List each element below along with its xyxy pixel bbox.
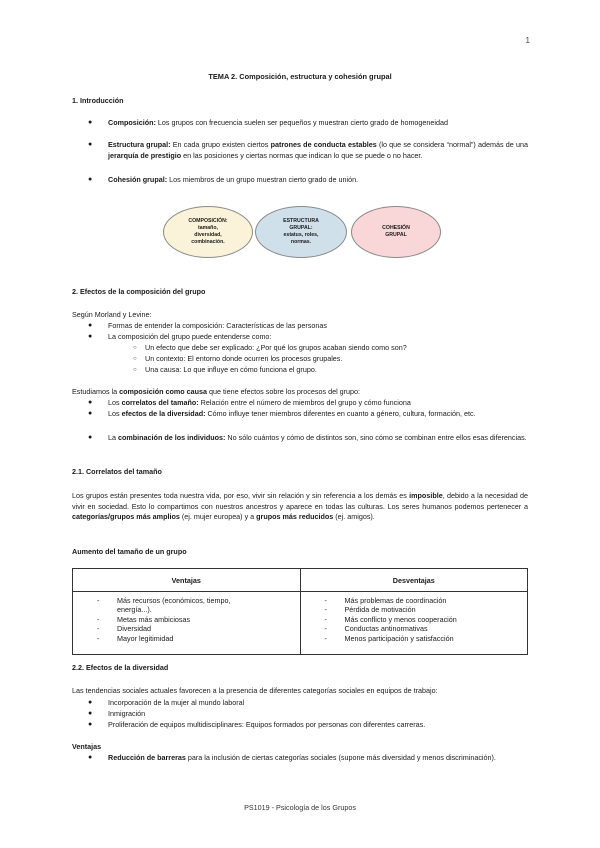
ventajas-cell [73, 592, 301, 655]
paragraph [72, 387, 528, 398]
text: No sólo cuántos y cómo de distintos son, sino cómo se combinan entre ellos esas diferencias. [225, 433, 527, 442]
section-2-1-heading: 2.1. Correlatos del tamaño [72, 467, 162, 476]
list-item [301, 596, 528, 605]
dash-icon: - [97, 614, 100, 624]
list-item [301, 634, 528, 643]
list-text: Conductas antinormativas [344, 624, 428, 634]
text: que tiene efectos sobre los procesos del grupo: [207, 387, 361, 396]
list-text: Pérdida de motivación [344, 605, 416, 615]
term: Cohesión grupal: [108, 175, 168, 184]
circle-bullet-icon: ○ [133, 356, 137, 362]
emphasis: combinación de los individuos: [118, 433, 226, 442]
diagram-label: GRUPAL [385, 232, 407, 238]
dash-icon: - [324, 605, 327, 615]
list-item [88, 753, 528, 764]
diagram-label: estatus, roles, [283, 232, 319, 238]
dash-icon: - [97, 624, 100, 634]
list-text: Más problemas de coordinación [344, 596, 447, 605]
text: Relación entre el número de miembros del grupo y cómo funciona [198, 398, 411, 407]
text: para la inclusión de ciertas categorías sociales (supone más diversidad y menos discriminación). [185, 753, 496, 762]
emphasis: efectos de la diversidad: [121, 409, 206, 418]
list-text: Más recursos (económicos, tiempo, energía...). [117, 596, 231, 615]
section-2-heading: 2. Efectos de la composición del grupo [72, 287, 206, 296]
definition: En cada grupo existen ciertos [170, 140, 271, 149]
bullet-icon: ● [88, 434, 93, 441]
column-header: Ventajas [73, 569, 301, 592]
list-item [88, 698, 528, 709]
list-item [88, 409, 528, 420]
estructura-ellipse [255, 206, 347, 258]
ventajas-heading: Ventajas [72, 742, 102, 751]
list-item [73, 615, 300, 624]
emphasis: categorías/grupos más amplios [72, 512, 180, 521]
text: Cómo influye tener miembros diferentes en cuanto a género, cultura, formación, etc. [205, 409, 476, 418]
term: Composición: [108, 118, 156, 127]
emphasis: imposible [409, 491, 443, 500]
diagram-label: tamaño, [198, 225, 218, 231]
bullet-icon: ● [88, 754, 93, 761]
bullet-icon: ● [88, 322, 93, 329]
emphasis: grupos más reducidos [256, 512, 334, 521]
list-item [88, 709, 528, 720]
definition: (lo que se considera “normal”) además de una [376, 140, 528, 149]
emphasis: jerarquía de prestigio [108, 150, 182, 160]
cohesion-ellipse [351, 206, 441, 258]
column-header: Desventajas [300, 569, 528, 592]
emphasis: composición como causa [119, 387, 208, 396]
page-number: 1 [525, 36, 530, 45]
term: Estructura grupal: [108, 140, 171, 149]
bullet-icon: ● [88, 699, 93, 706]
dash-icon: - [324, 624, 327, 634]
list-item [88, 175, 528, 186]
list-text: Proliferación de equipos multidisciplinares: Equipos formados por personas con diferentes carreras. [108, 720, 426, 729]
list-item [88, 332, 528, 343]
list-text: Incorporación de la mujer al mundo laboral [108, 698, 245, 707]
text: (ej. mujer europea) y a [179, 512, 257, 521]
bullet-icon: ● [88, 333, 93, 340]
list-text: Mayor legitimidad [117, 633, 174, 643]
list-item [88, 118, 528, 129]
list-item [88, 321, 528, 332]
desventajas-cell [300, 592, 528, 655]
list-text: La composición del grupo puede entenderse como: [108, 332, 272, 341]
bullet-icon: ● [88, 141, 93, 148]
text: , debido a la necesidad de vivir en sociedad. Esto lo compartimos con nuestros ancestros y aparece en todas las culturas. Los seres humanos podemos pertenecer a [72, 491, 528, 511]
bullet-icon: ● [88, 721, 93, 728]
list-item [301, 615, 528, 624]
list-text: Diversidad [117, 624, 151, 634]
list-text: Metas más ambiciosas [117, 614, 191, 624]
list-item [301, 605, 528, 614]
list-text: Inmigración [108, 709, 146, 718]
bullet-icon: ● [88, 176, 93, 183]
text: (ej. amigos). [333, 512, 375, 521]
list-text: Un contexto: El entorno donde ocurren los procesos grupales. [145, 354, 343, 363]
diagram-label: diversidad, [194, 232, 222, 238]
dash-icon: - [324, 614, 327, 624]
text: Los [108, 409, 122, 418]
table-row [73, 592, 528, 655]
list-text: Una causa: Lo que influye en cómo funciona el grupo. [145, 365, 317, 374]
list-text: Más conflicto y menos cooperación [344, 614, 457, 624]
list-item [301, 624, 528, 633]
text: Los grupos están presentes toda nuestra vida, por eso, vivir sin relación y sin referencia a los demás es [72, 491, 410, 500]
ventajas-desventajas-table [72, 568, 528, 655]
dash-icon: - [324, 596, 327, 605]
sub-list-item [133, 343, 528, 354]
diagram-label: COMPOSICIÓN: [188, 218, 228, 224]
diagram-label: COHESIÓN [382, 225, 410, 231]
bullet-icon: ● [88, 119, 93, 126]
list-text: Un efecto que debe ser explicado: ¿Por qué los grupos acaban siendo como son? [145, 343, 407, 352]
diagram-label: combinación. [191, 239, 225, 245]
definition: Los grupos con frecuencia suelen ser pequeños y muestran cierto grado de homogeneidad [155, 118, 449, 127]
circle-bullet-icon: ○ [133, 367, 137, 373]
text: Los [108, 398, 122, 407]
section-1-heading: 1. Introducción [72, 96, 124, 105]
subheading: Aumento del tamaño de un grupo [72, 547, 187, 556]
table-header-row [73, 569, 528, 592]
list-item [88, 140, 528, 161]
circle-bullet-icon: ○ [133, 345, 137, 351]
composicion-ellipse [163, 206, 253, 258]
emphasis: Reducción de barreras [108, 753, 186, 762]
list-item [73, 624, 300, 633]
sub-list-item [133, 354, 528, 365]
paragraph: Según Morland y Levine: [72, 310, 152, 319]
document-title: TEMA 2. Composición, estructura y cohesión grupal [208, 72, 392, 81]
list-text: Formas de entender la composición: Características de las personas [108, 321, 327, 330]
emphasis: correlatos del tamaño: [121, 398, 199, 407]
list-text: Menos participación y satisfacción [344, 633, 454, 643]
bullet-icon: ● [88, 710, 93, 717]
dash-icon: - [97, 596, 100, 605]
diagram-label: ESTRUCTURA [283, 218, 319, 224]
paragraph [72, 491, 528, 523]
list-item [88, 433, 528, 444]
diagram-label: GRUPAL: [289, 225, 313, 231]
dash-icon: - [324, 633, 327, 643]
text: La [108, 433, 118, 442]
definition: Los miembros de un grupo muestran cierto grado de unión. [167, 175, 359, 184]
dash-icon: - [97, 633, 100, 643]
definition: en las posiciones y ciertas normas que indican lo que se puede o no hacer. [181, 150, 423, 160]
list-item [88, 398, 528, 409]
bullet-icon: ● [88, 399, 93, 406]
page-footer: PS1019 - Psicología de los Grupos [244, 803, 356, 812]
list-item [88, 720, 528, 731]
bullet-icon: ● [88, 410, 93, 417]
emphasis: patrones de conducta estables [270, 140, 377, 149]
sub-list-item [133, 365, 528, 376]
paragraph: Las tendencias sociales actuales favorecen a la presencia de diferentes categorías sociales en equipos de trabajo: [72, 686, 438, 695]
diagram-label: normas. [290, 239, 312, 245]
section-2-2-heading: 2.2. Efectos de la diversidad [72, 663, 169, 672]
list-item [73, 596, 300, 615]
list-item [73, 634, 300, 643]
text: Estudiamos la [72, 387, 120, 396]
